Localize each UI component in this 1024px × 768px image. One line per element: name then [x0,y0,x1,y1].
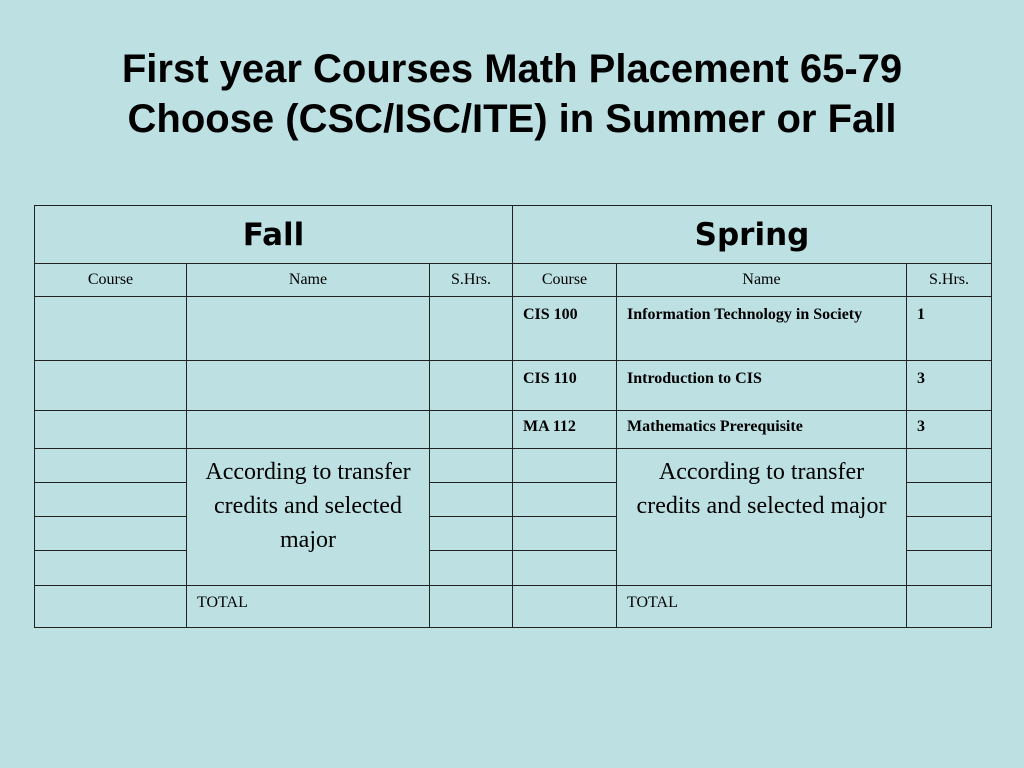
empty-cell [430,361,513,411]
spring-course-name: Introduction to CIS [617,361,907,411]
course-schedule-table [34,205,992,628]
empty-cell [513,449,617,483]
spring-header: Spring [513,206,992,264]
empty-cell [35,517,187,551]
empty-cell [35,361,187,411]
spring-total-label: TOTAL [617,586,907,628]
empty-cell [35,551,187,586]
spring-course-hours: 3 [907,411,992,449]
total-row [35,586,992,628]
empty-cell [430,449,513,483]
empty-cell [430,551,513,586]
spring-course-code: CIS 100 [513,297,617,361]
semester-header-row [35,206,992,264]
empty-cell [35,586,187,628]
empty-cell [513,586,617,628]
empty-cell [187,361,430,411]
empty-cell [430,483,513,517]
empty-cell [35,297,187,361]
spring-course-name: Information Technology in Society [617,297,907,361]
table-row [35,449,992,483]
empty-cell [907,483,992,517]
fall-course-header: Course [35,264,187,297]
slide-title [0,44,1024,144]
fall-total-label: TOTAL [187,586,430,628]
fall-header: Fall [35,206,513,264]
fall-total-value [430,586,513,628]
empty-cell [430,411,513,449]
empty-cell [187,411,430,449]
empty-cell [430,297,513,361]
spring-course-hours: 1 [907,297,992,361]
spring-course-code: CIS 110 [513,361,617,411]
column-header-row [35,264,992,297]
spring-course-code: MA 112 [513,411,617,449]
spring-name-header: Name [617,264,907,297]
spring-shrs-header: S.Hrs. [907,264,992,297]
empty-cell [513,551,617,586]
empty-cell [907,551,992,586]
empty-cell [513,483,617,517]
fall-shrs-header: S.Hrs. [430,264,513,297]
empty-cell [187,297,430,361]
spring-course-header: Course [513,264,617,297]
spring-total-value [907,586,992,628]
title-line-2: Choose (CSC/ISC/ITE) in Summer or Fall [127,97,897,141]
table-row [35,411,992,449]
spring-course-name: Mathematics Prerequisite [617,411,907,449]
empty-cell [35,483,187,517]
spring-transfer-note: According to transfer credits and selected major [617,449,907,586]
fall-transfer-note: According to transfer credits and selected major [187,449,430,586]
empty-cell [513,517,617,551]
spring-course-hours: 3 [907,361,992,411]
fall-name-header: Name [187,264,430,297]
title-line-1: First year Courses Math Placement 65-79 [121,47,903,91]
empty-cell [907,517,992,551]
empty-cell [35,449,187,483]
empty-cell [430,517,513,551]
empty-cell [35,411,187,449]
empty-cell [907,449,992,483]
table-row [35,297,992,361]
table-row [35,361,992,411]
